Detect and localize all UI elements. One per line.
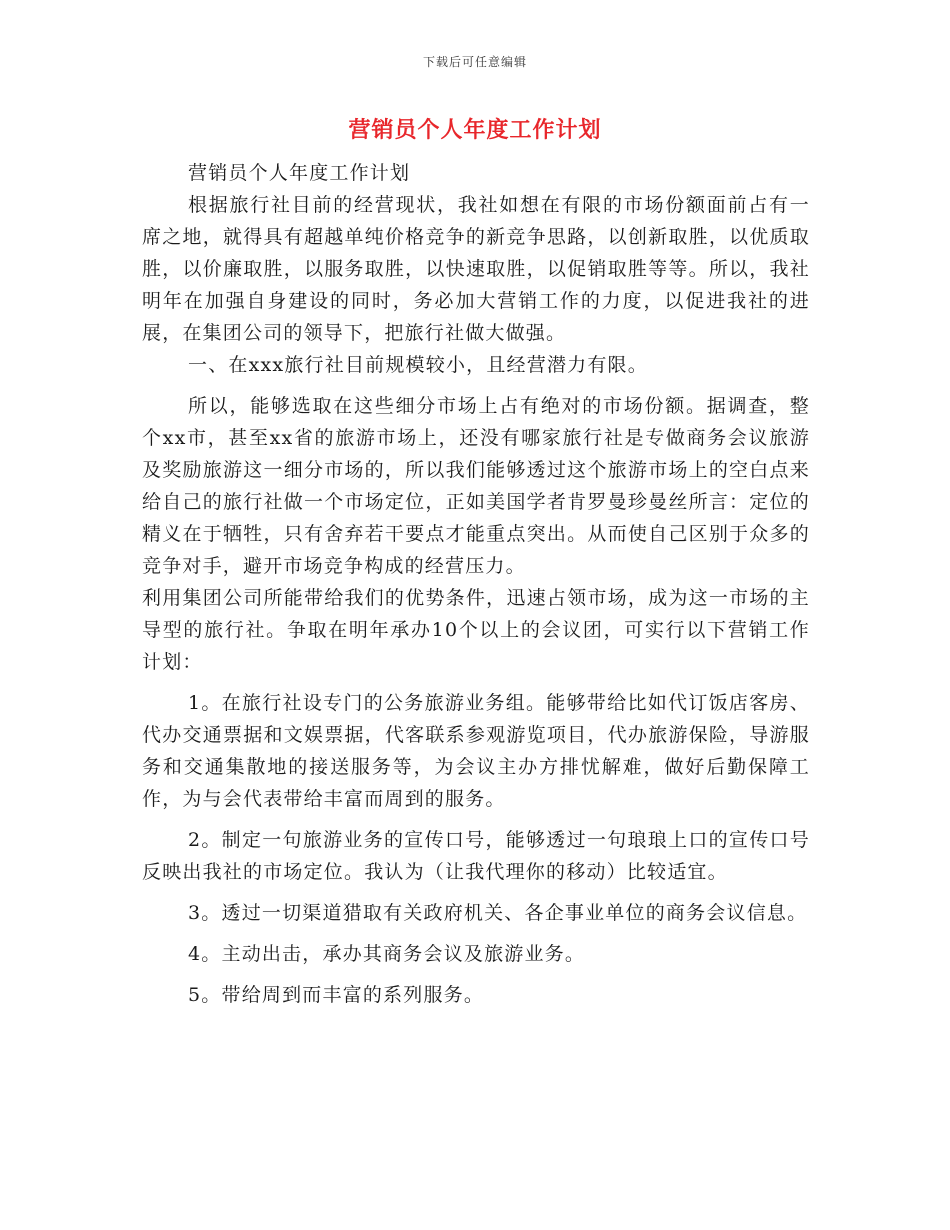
paragraph-intro: 根据旅行社目前的经营现状，我社如想在有限的市场份额面前占有一席之地，就得具有超越单纯价格竞争的新竞争思路，以创新取胜，以优质取胜，以价廉取胜，以服务取胜，以快速取胜，以促销取胜等等。所以，我社明年在加强自身建设的同时，务必加大营销工作的力度，以促进我社的进展，在集团公司的领导下，把旅行社做大做强。	[142, 194, 810, 344]
paragraph-plan-intro: 利用集团公司所能带给我们的优势条件，迅速占领市场，成为这一市场的主导型的旅行社。争取在明年承办10个以上的会议团，可实行以下营销工作计划：	[142, 587, 810, 673]
paragraph-item-3: 3。透过一切渠道猎取有关政府机关、各企事业单位的商务会议信息。	[188, 902, 808, 924]
document-body	[142, 157, 810, 1011]
header-note: 下载后可任意编辑	[422, 55, 527, 69]
paragraph-market-analysis: 所以，能够选取在这些细分市场上占有绝对的市场份额。据调查，整个xx市，甚至xx省的旅游市场上，还没有哪家旅行社是专做商务会议旅游及奖励旅游这一细分市场的，所以我们能够透过这个旅游市场上的空白点来给自己的旅行社做一个市场定位，正如美国学者肯罗曼珍曼丝所言：定位的精义在于牺牲，只有舍弃若干要点才能重点突出。从而使自己区别于众多的竞争对手，避开市场竞争构成的经营压力。	[142, 395, 810, 577]
paragraph-section-one: 一、在xxx旅行社目前规模较小，且经营潜力有限。	[188, 354, 648, 376]
paragraph-subtitle: 营销员个人年度工作计划	[188, 162, 411, 184]
document-title: 营销员个人年度工作计划	[348, 117, 602, 143]
paragraph-item-4: 4。主动出击，承办其商务会议及旅游业务。	[188, 943, 586, 965]
paragraph-item-2: 2。制定一句旅游业务的宣传口号，能够透过一句琅琅上口的宣传口号反映出我社的市场定位。我认为（让我代理你的移动）比较适宜。	[142, 829, 810, 883]
paragraph-item-5: 5。带给周到而丰富的系列服务。	[188, 984, 485, 1006]
paragraph-item-1: 1。在旅行社设专门的公务旅游业务组。能够带给比如代订饭店客房、代办交通票据和文娱票据，代客联系参观游览项目，代办旅游保险，导游服务和交通集散地的接送服务等，为会议主办方排忧解难，做好后勤保障工作，为与会代表带给丰富而周到的服务。	[142, 692, 810, 810]
